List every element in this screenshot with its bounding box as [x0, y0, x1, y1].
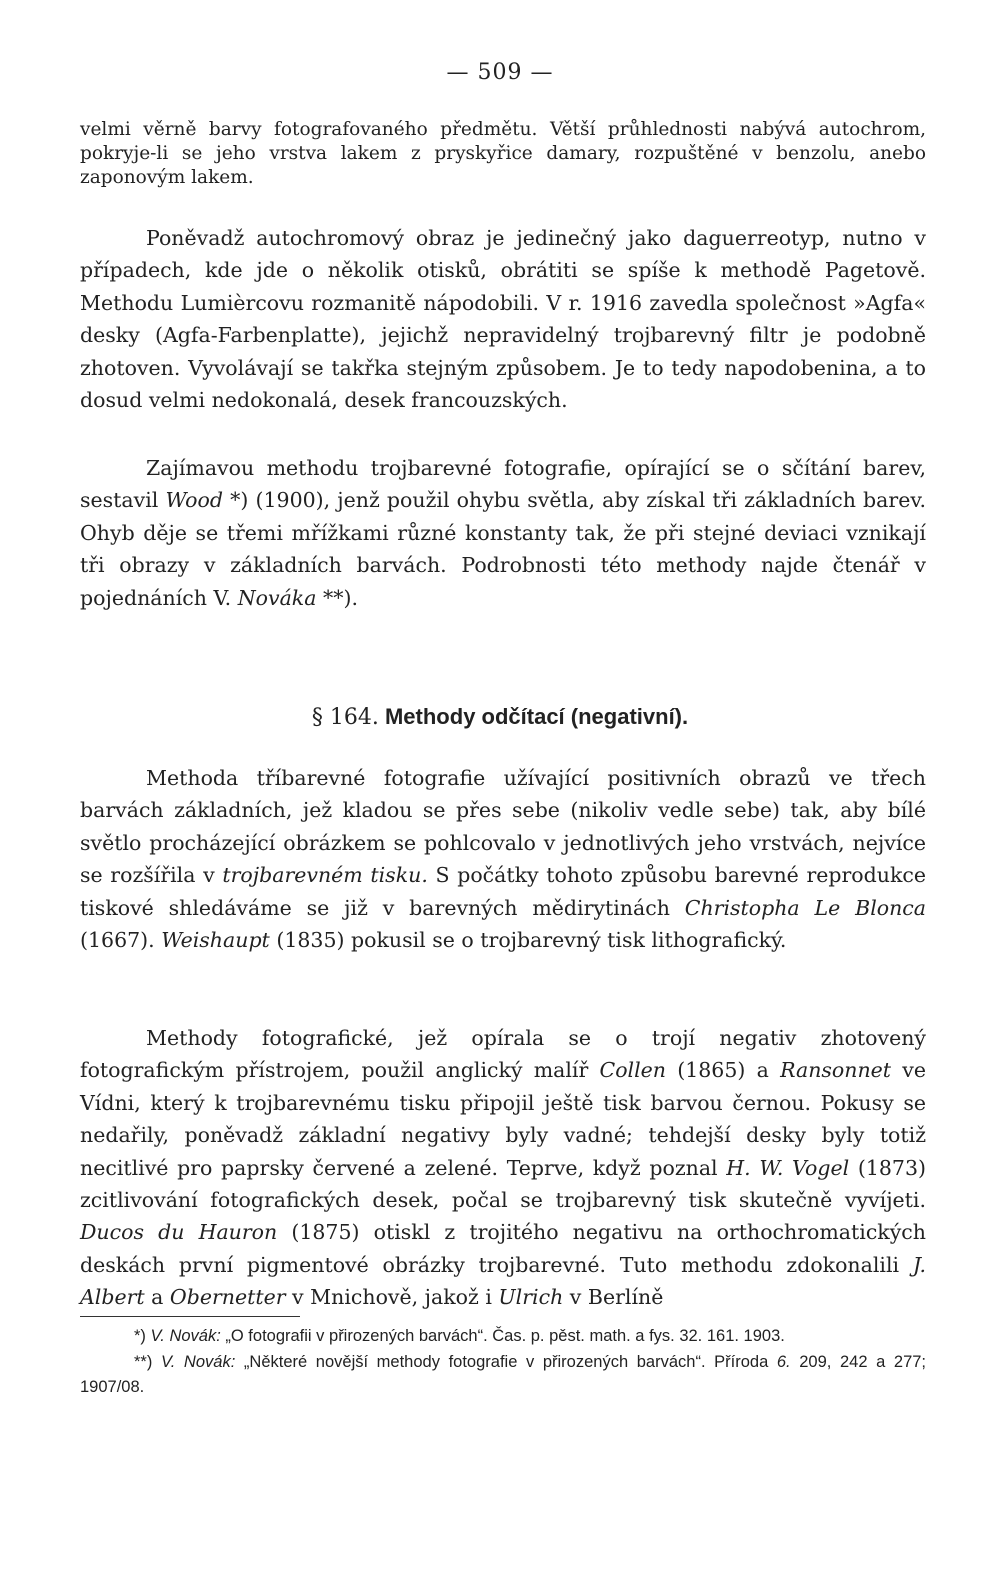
footnotes [80, 1324, 926, 1401]
page-number: — 509 — [446, 60, 554, 85]
text-run: ve Vídni, který k trojbarevnému tisku připojil ještě tisk barvou černou. Pokusy se nedařily, poněvadž základní negativy byly vadné; tehdejší desky byly totiž necitlivé pro paprsky červené a zelené. Teprve, když poznal [80, 1058, 926, 1180]
emphasis: trojbarevném tisku. [222, 863, 428, 888]
person-name: Nováka [237, 585, 317, 610]
text-run: (1875) otiskl z trojitého negativu na orthochromatických deskách první pigmentové obrázky trojbarevné. Tuto methodu zdokonalili [80, 1220, 926, 1277]
paragraph-negative-methods [80, 1022, 926, 1314]
footnote-author: V. Novák: [150, 1327, 221, 1345]
paragraph-text [80, 1022, 926, 1314]
paragraph-text: velmi věrně barvy fotografovaného předmětu. Větší průhlednosti nabývá autochrom, pokryje-li se jeho vrstva lakem z pryskyřice damary, rozpuštěné v benzolu, anebo zaponovým lakem. [80, 119, 926, 188]
text-run: S počátky tohoto způsobu barevné reprodukce tiskové shledáváme se již v barevných mědirytinách [80, 863, 926, 920]
paragraph-wood-method [80, 452, 926, 614]
text-run: Methoda tříbarevné fotografie užívající positivních obrazů ve třech barvách základních, jež kladou se přes sebe (nikoliv vedle sebe) tak, aby bílé světlo procházející obrázkem se pohlcovalo v jednotlivých jeho vrstvách, nejvíce se rozšířila v [80, 766, 926, 888]
paragraph-continuation [80, 118, 926, 190]
footnote-mark: **) [134, 1352, 161, 1371]
text-run: **). [316, 585, 358, 610]
text-run: (1667). [80, 928, 162, 953]
footnote-text: „Některé novější methody fotografie v přirozených barvách“. Příroda [235, 1352, 777, 1371]
section-number: § 164. [311, 705, 379, 730]
text-run: (1835) pokusil se o trojbarevný tisk lithografický. [269, 928, 787, 953]
footnote-mark: *) [134, 1327, 151, 1345]
footnote-1 [80, 1324, 926, 1350]
person-name: Collen [599, 1058, 666, 1083]
text-run: *) (1900), jenž použil ohybu světla, aby získal tři základních barev. Ohyb děje se třemi mřížkami různé konstanty tak, že při stejné deviaci vznikají tři obrazy v základních barvách. Podrobnosti této methody najde čtenář v pojednáních V. [80, 488, 927, 610]
person-name: H. W. Vogel [726, 1155, 850, 1180]
paragraph-text: Poněvadž autochromový obraz je jedinečný jako daguerreotyp, nutno v případech, kde jde o několik otisků, obrátiti se spíše k methodě Pagetově. Methodu Lumièrcovu rozmanitě nápodobili. V r. 1916 zavedla společnost »Agfa« desky (Agfa-Farbenplatte), jejichž nepravidelný trojbarevný filtr je podobně zhotoven. Vyvolávají se takřka stejným způsobem. Je to tedy napodobenina, a to dosud velmi nedokonalá, desek francouzských. [80, 226, 926, 413]
text-run: Methody fotografické, jež opírala se o trojí negativ zhotovený fotografickým přístrojem, použil anglický malíř [80, 1026, 926, 1083]
footnote-text: „O fotografii v přirozených barvách“. Čas. p. pěst. math. a fys. 32. 161. 1903. [220, 1327, 785, 1345]
text-run: v Mnichově, jakož i [285, 1285, 499, 1310]
footnote-divider [80, 1316, 300, 1317]
person-name: Wood [165, 488, 223, 513]
text-run: (1865) a [666, 1058, 781, 1083]
paragraph-text [80, 452, 926, 614]
person-name: Christopha Le Blonca [684, 895, 926, 920]
person-name: J. Albert [80, 1252, 926, 1310]
person-name: Weishaupt [161, 928, 270, 953]
person-name: Ulrich [498, 1285, 564, 1310]
text-run: a [144, 1285, 170, 1310]
footnote-author: V. Novák: [160, 1352, 236, 1371]
section-title: Methody odčítací (negativní). [384, 704, 689, 729]
person-name: Ransonnet [780, 1058, 892, 1083]
text-run: (1873) zcitlivování fotografických desek, počal se trojbarevný tisk skutečně vyvíjeti. [80, 1155, 926, 1213]
text-run: Zajímavou methodu trojbarevné fotografie, opírající se o sčítání barev, sestavil [80, 456, 926, 513]
text-run: v Berlíně [563, 1285, 664, 1310]
paragraph-three-color-print [80, 762, 926, 956]
footnote-2 [80, 1350, 926, 1401]
person-name: Obernetter [169, 1285, 286, 1310]
paragraph-text [80, 762, 926, 956]
footnote-volume: 6. [776, 1352, 791, 1371]
person-name: Ducos du Hauron [80, 1220, 278, 1245]
section-heading [0, 704, 1000, 730]
footnote-text: 209, 242 a 277; 1907/08. [80, 1352, 927, 1396]
paragraph-autochrome [80, 222, 926, 416]
